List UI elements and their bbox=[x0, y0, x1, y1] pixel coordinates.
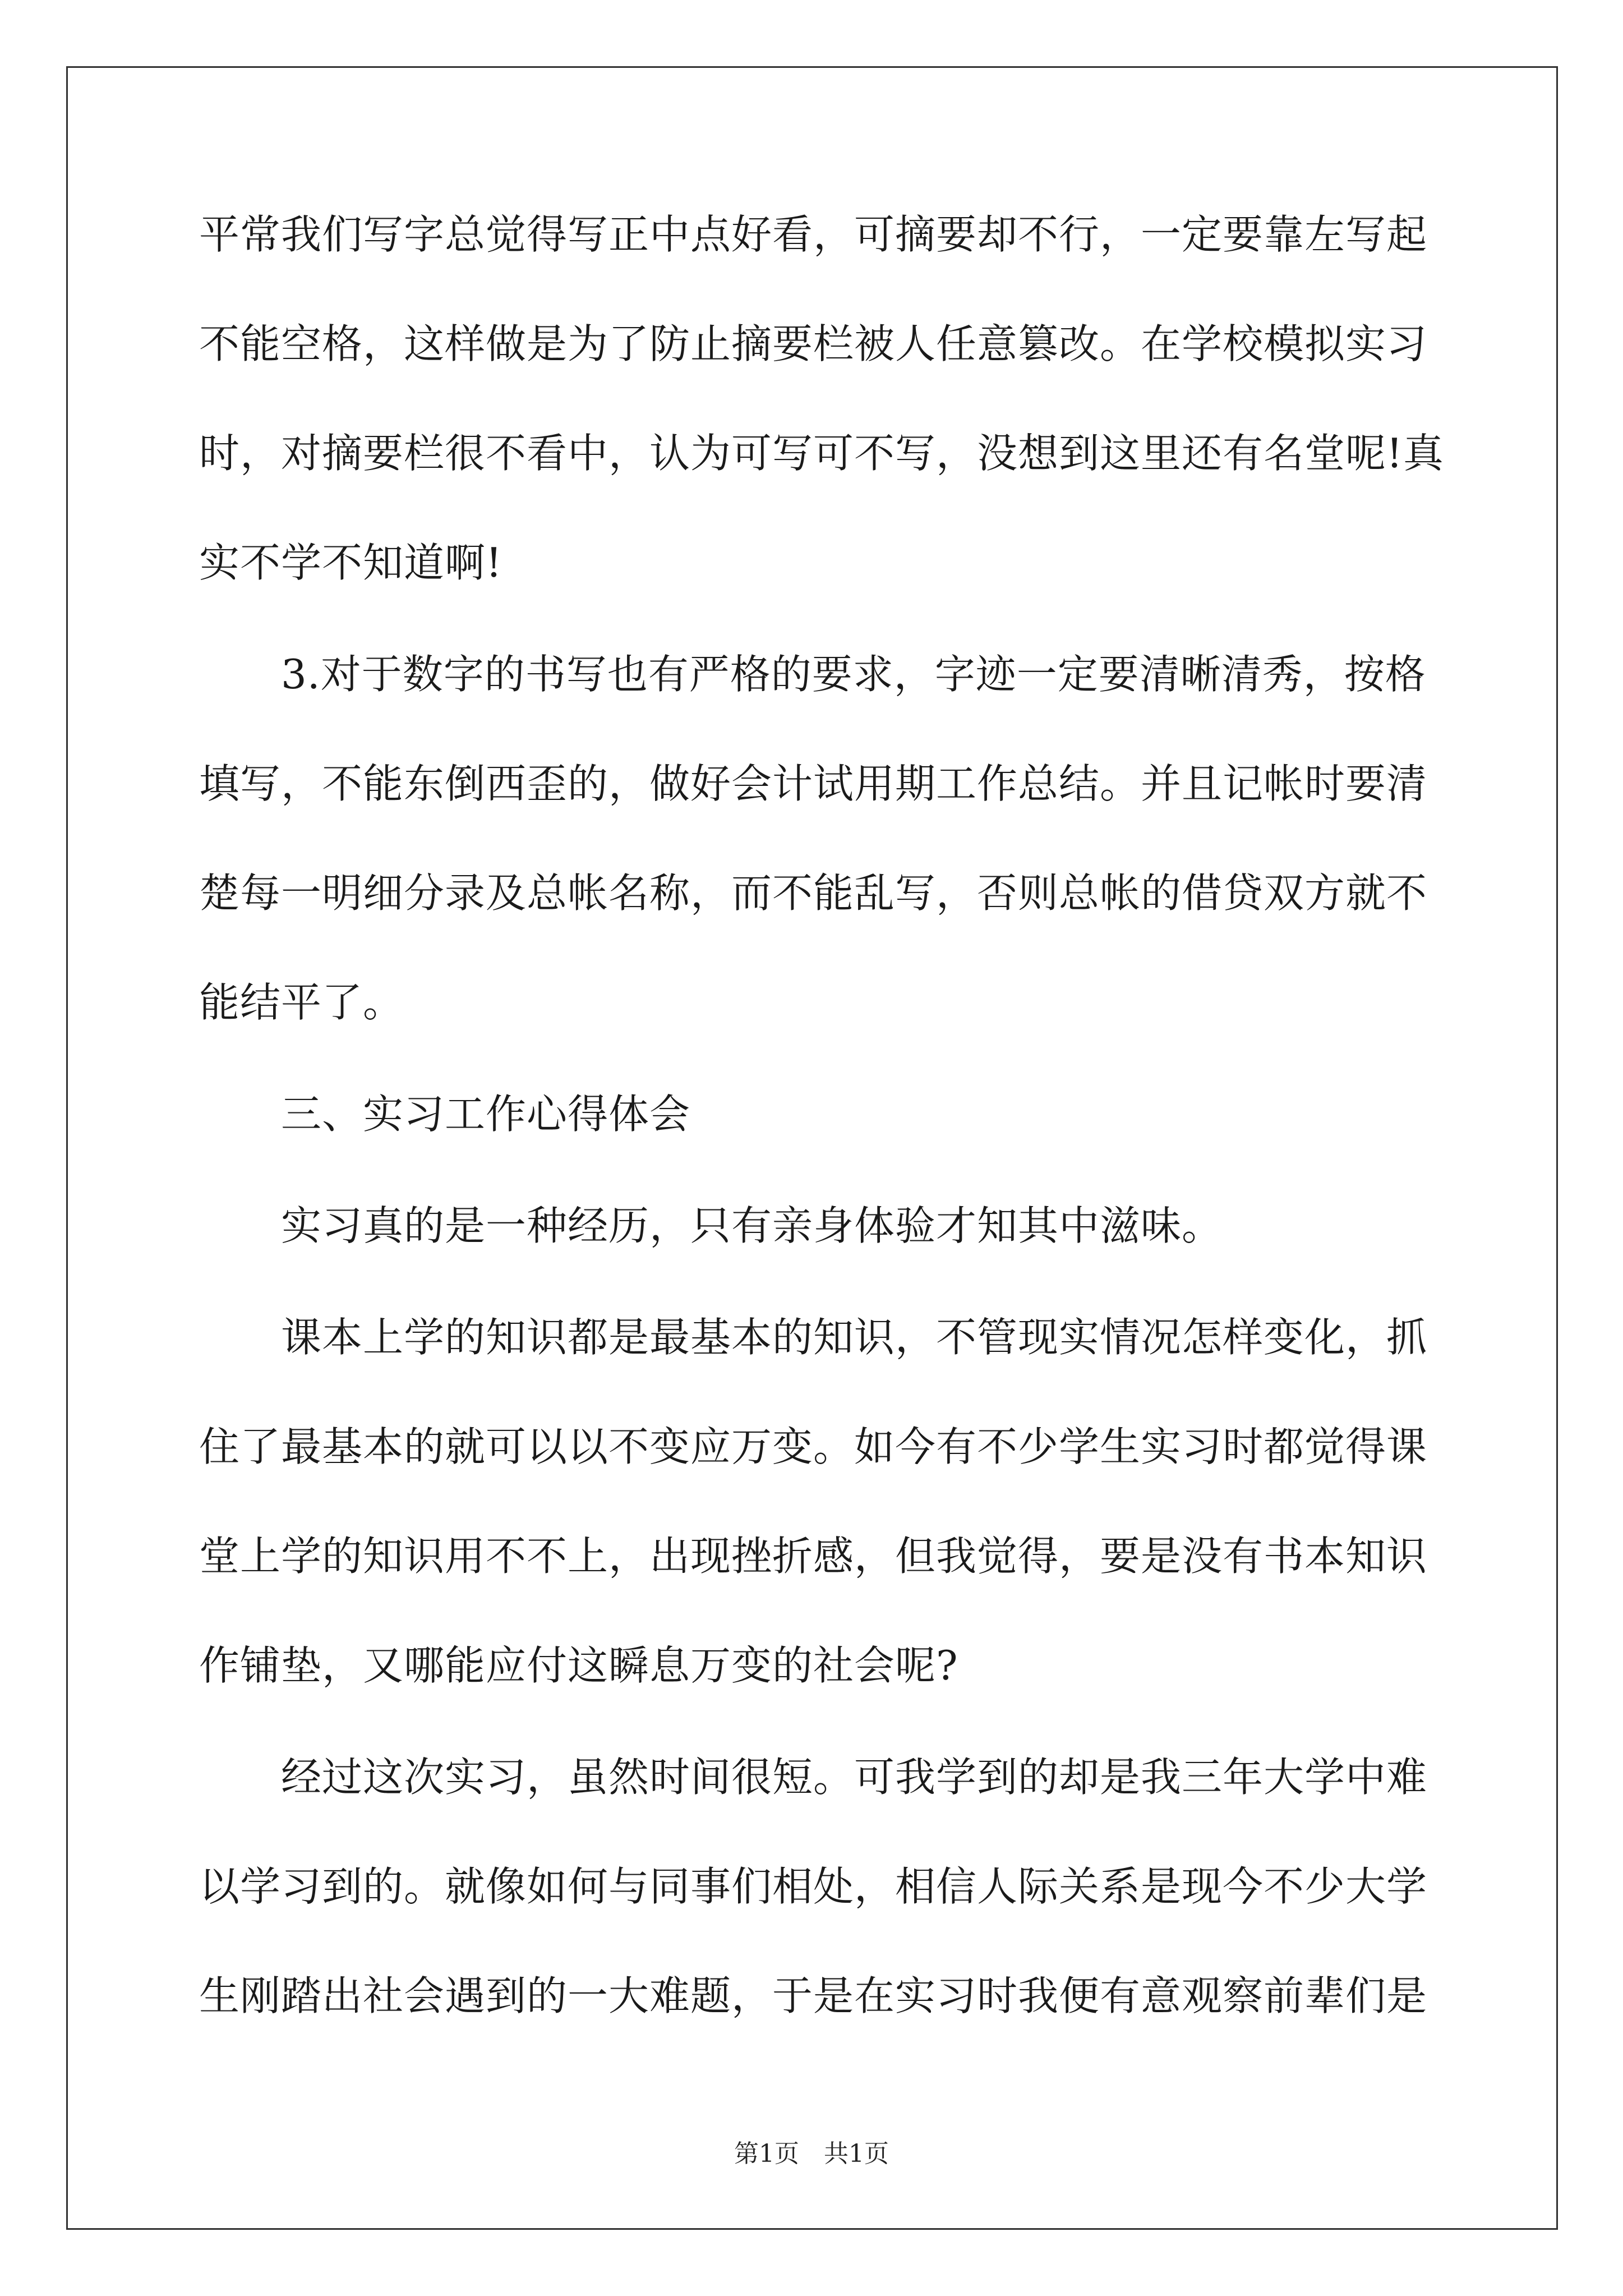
text-line: 平常我们写字总觉得写正中点好看，可摘要却不行，一定要靠左写起 bbox=[199, 211, 1428, 258]
text-line: 楚每一明细分录及总帐名称，而不能乱写，否则总帐的借贷双方就不 bbox=[199, 869, 1428, 917]
text-line: 堂上学的知识用不不上，出现挫折感，但我觉得，要是没有书本知识 bbox=[199, 1533, 1428, 1580]
page-number-footer: 第1页 共1页 bbox=[734, 2139, 889, 2168]
text-line: 课本上学的知识都是最基本的知识，不管现实情况怎样变化，抓 bbox=[281, 1314, 1428, 1361]
text-line: 以学习到的。就像如何与同事们相处，相信人际关系是现今不少大学 bbox=[199, 1863, 1428, 1910]
text-line: 填写，不能东倒西歪的，做好会计试用期工作总结。并且记帐时要清 bbox=[199, 760, 1428, 807]
text-line: 不能空格，这样做是为了防止摘要栏被人任意篡改。在学校模拟实习 bbox=[199, 320, 1428, 367]
section-heading: 三、实习工作心得体会 bbox=[281, 1091, 691, 1138]
text-line: 能结平了。 bbox=[199, 979, 404, 1026]
document-body bbox=[199, 208, 1444, 2023]
text-line: 实习真的是一种经历，只有亲身体验才知其中滋味。 bbox=[281, 1202, 1223, 1249]
text-line: 经过这次实习，虽然时间很短。可我学到的却是我三年大学中难 bbox=[281, 1754, 1428, 1801]
text-line: 作铺垫，又哪能应付这瞬息万变的社会呢? bbox=[199, 1642, 958, 1689]
text-line: 生刚踏出社会遇到的一大难题，于是在实习时我便有意观察前辈们是 bbox=[199, 1972, 1428, 2019]
text-line: 时，对摘要栏很不看中，认为可写可不写，没想到这里还有名堂呢!真 bbox=[199, 430, 1444, 477]
text-line: 实不学不知道啊! bbox=[199, 539, 502, 586]
text-line: 住了最基本的就可以以不变应万变。如今有不少学生实习时都觉得课 bbox=[199, 1423, 1428, 1470]
text-line: 3.对于数字的书写也有严格的要求，字迹一定要清晰清秀，按格 bbox=[281, 651, 1426, 698]
